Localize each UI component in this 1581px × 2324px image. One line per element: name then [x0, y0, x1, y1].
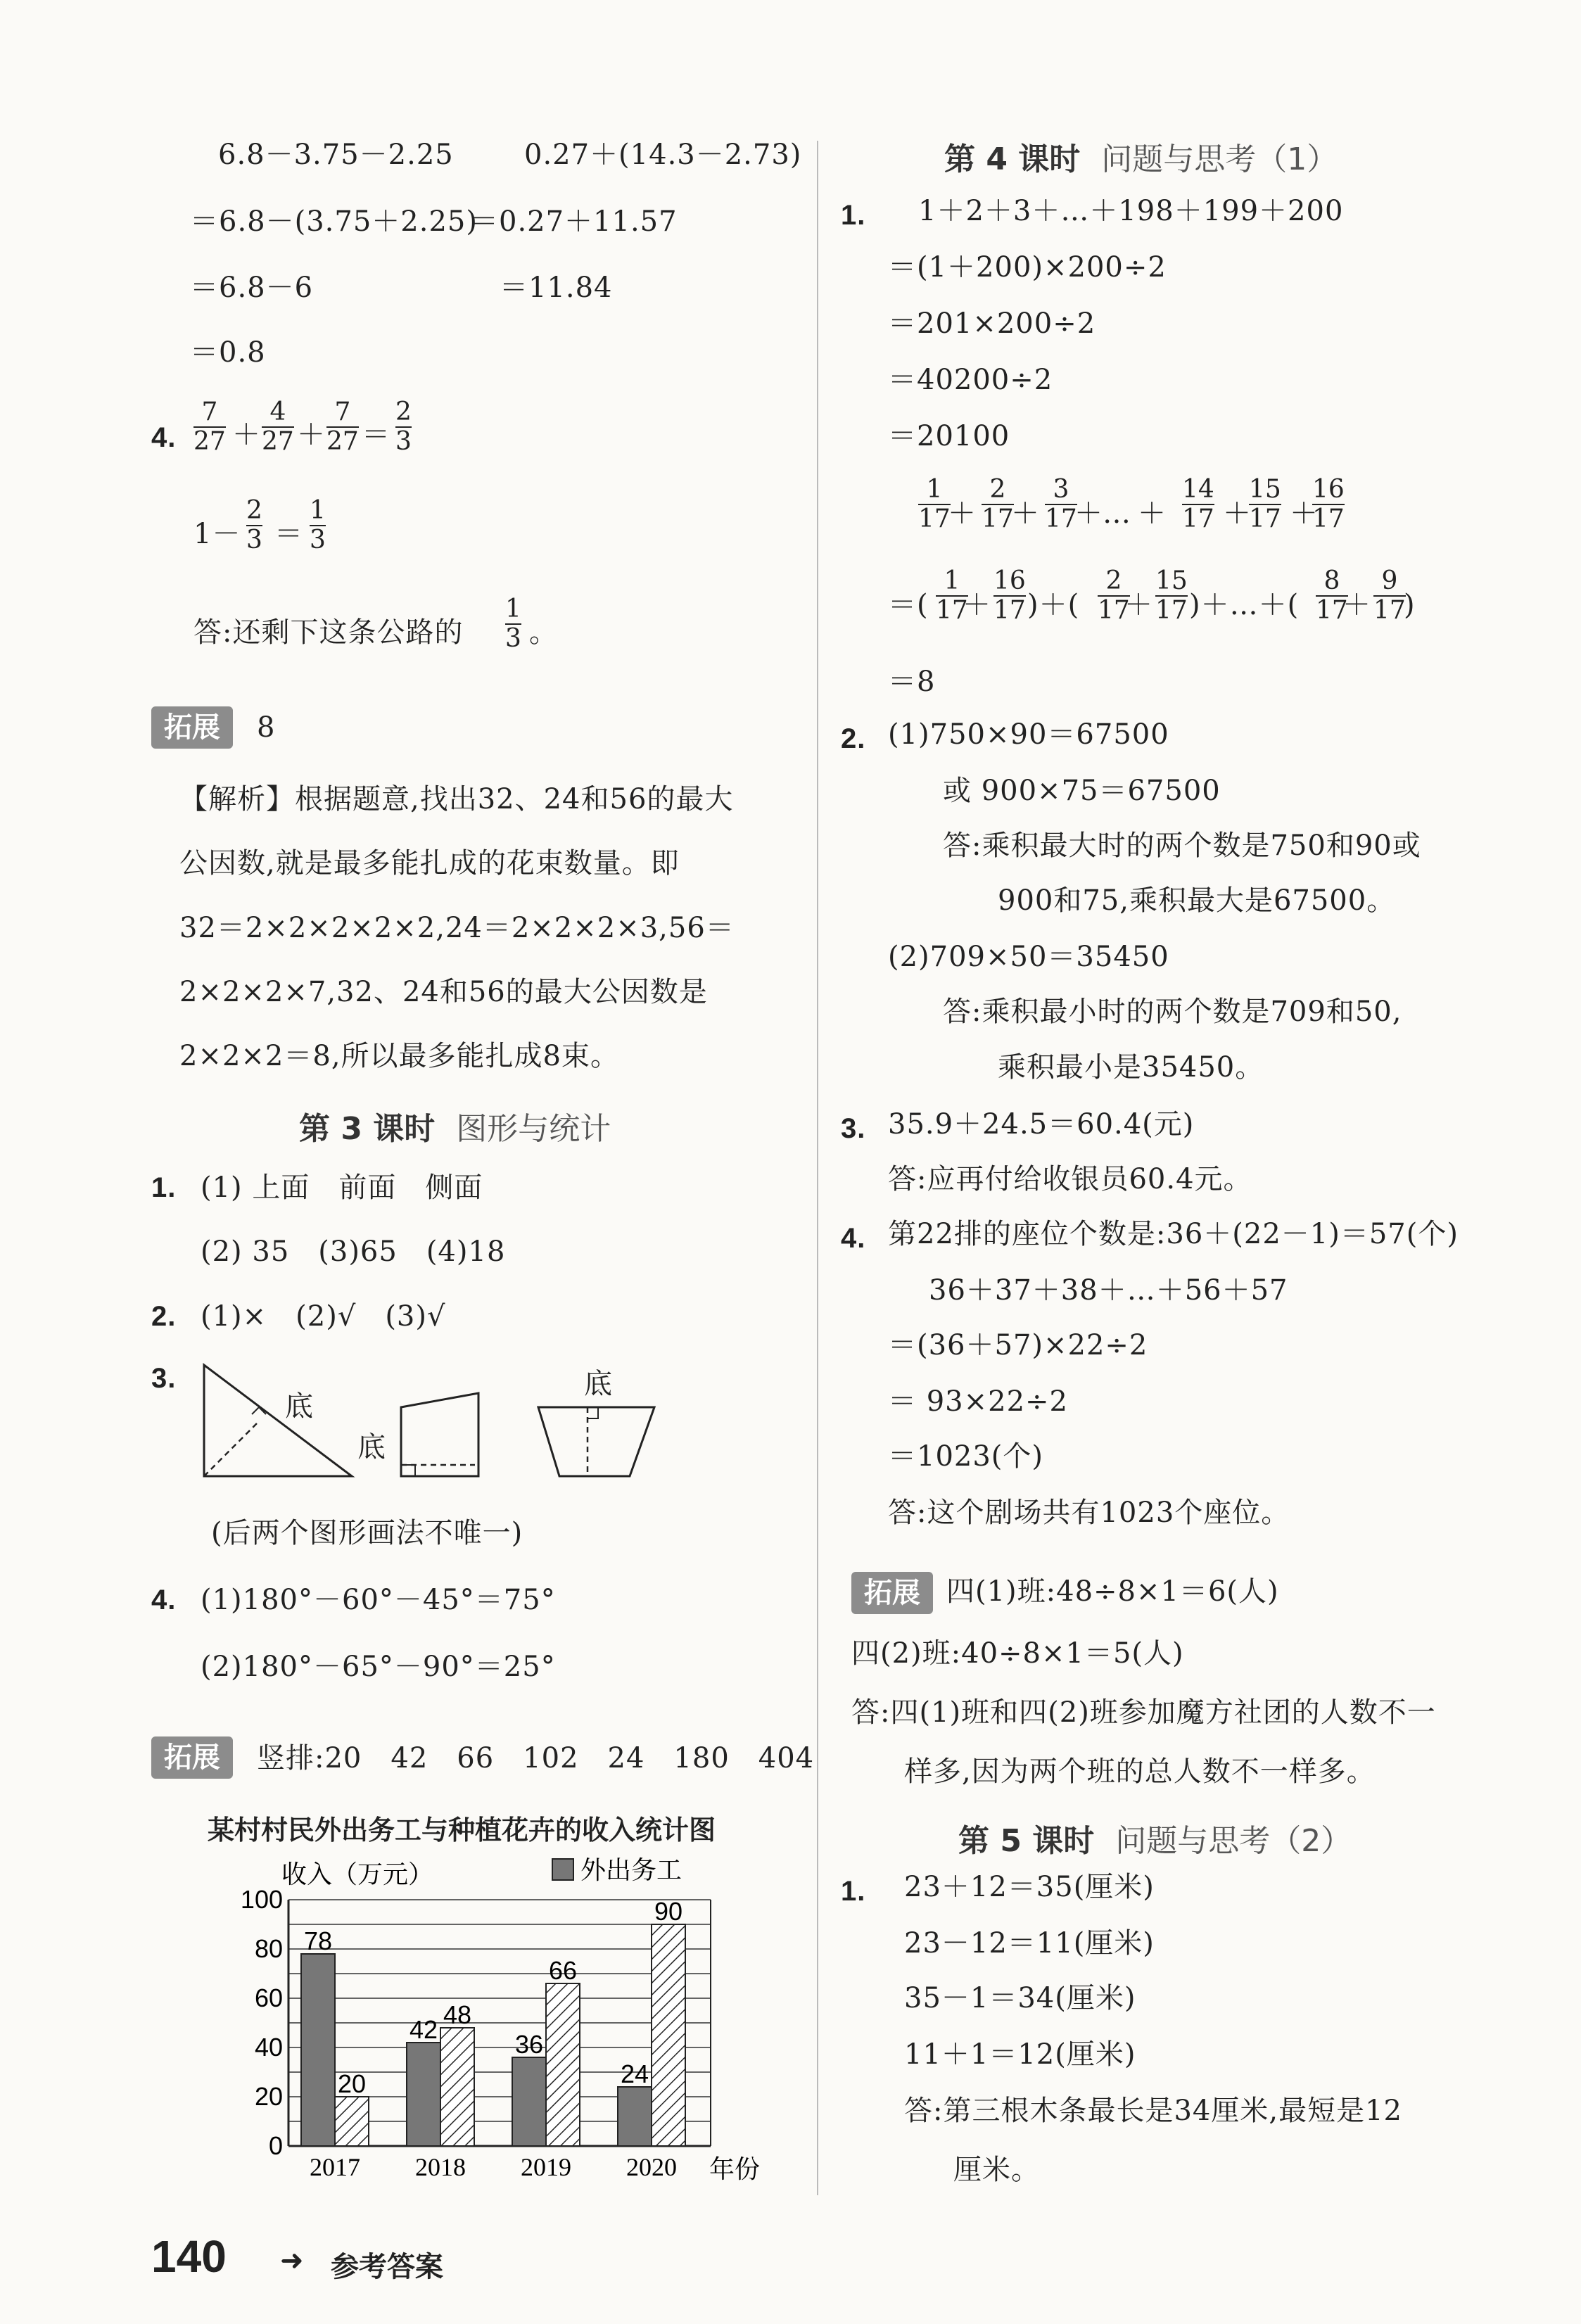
fraction: 2 17 — [982, 475, 1014, 533]
fraction: 7 27 — [326, 398, 359, 456]
r-q5-line3: 35－1＝34(厘米) — [904, 1982, 1136, 2014]
right-triangle — [204, 1365, 352, 1476]
column-divider — [817, 141, 818, 2195]
s3-q3-note: (后两个图形画法不唯一) — [211, 1517, 523, 1549]
r-q1-line2: ＝(1＋200)×200÷2 — [888, 251, 1167, 284]
chart-title: 某村村民外出务工与种植花卉的收入统计图 — [208, 1815, 716, 1846]
data-label: 20 — [337, 2069, 367, 2098]
equals-sign: ＝ — [362, 419, 391, 451]
r-q1-result: ＝8 — [888, 666, 936, 698]
extension-value: 8 — [257, 711, 276, 744]
bracket: )＋( — [1027, 589, 1080, 621]
fraction: 15 17 — [1155, 566, 1188, 625]
r-q2-number: 2. — [841, 723, 866, 754]
y-tick-label: 80 — [254, 1934, 283, 1963]
fraction: 1 17 — [918, 475, 951, 533]
s3-q4-line2: (2)180°－65°－90°＝25° — [201, 1651, 556, 1683]
analysis-line-5: 2×2×2＝8,所以最多能扎成8束。 — [179, 1040, 619, 1072]
base-label-3: 底 — [584, 1368, 613, 1400]
q4-answer-end: 。 — [529, 616, 558, 649]
r-q2-line4: 900和75,乘积最大是67500。 — [998, 884, 1396, 917]
s3-q4-line1: (1)180°－60°－45°＝75° — [201, 1584, 556, 1616]
plus-sign: ＋ — [1138, 497, 1167, 530]
bracket: ＝( — [888, 589, 929, 621]
y-tick-label: 100 — [240, 1885, 283, 1914]
r-q5-line2: 23－12＝11(厘米) — [904, 1927, 1155, 1960]
bar-flower-planting — [440, 2028, 474, 2146]
r-q1-line1: 1＋2＋3＋…＋198＋199＋200 — [918, 195, 1344, 227]
analysis-line-1: 【解析】根据题意,找出32、24和56的最大 — [179, 783, 734, 815]
y-tick-label: 40 — [254, 2033, 283, 2062]
r-q4-line4: ＝ 93×22÷2 — [888, 1385, 1068, 1418]
r-q4-line5: ＝1023(个) — [888, 1440, 1044, 1473]
calc-row1a: 6.8－3.75－2.25 — [218, 139, 454, 171]
r-q4-line2: 36＋37＋38＋…＋56＋57 — [929, 1274, 1288, 1307]
calc-row3b: ＝11.84 — [500, 272, 613, 304]
r-q2-line1: (1)750×90＝67500 — [888, 718, 1169, 751]
y-axis-label: 收入（万元） — [281, 1860, 434, 1889]
fraction: 15 17 — [1249, 475, 1281, 533]
analysis-line-3: 32＝2×2×2×2×2,24＝2×2×2×3,56＝ — [179, 912, 735, 944]
r-ext-line4: 样多,因为两个班的总人数不一样多。 — [904, 1755, 1376, 1788]
r-q2-line2: 或 900×75＝67500 — [943, 775, 1221, 807]
analysis-line-4: 2×2×2×7,32、24和56的最大公因数是 — [179, 976, 708, 1008]
fraction: 4 27 — [262, 398, 294, 456]
plus-sign: ＋ — [1223, 497, 1252, 530]
r-q5-line1: 23＋12＝35(厘米) — [904, 1871, 1155, 1903]
x-tick-label: 2017 — [310, 2153, 360, 2181]
fraction: 16 17 — [993, 566, 1026, 625]
page-number: 140 — [151, 2231, 227, 2282]
bar-chart — [239, 1858, 802, 2188]
data-label: 48 — [443, 2000, 472, 2029]
s3-q4-number: 4. — [151, 1585, 177, 1615]
bar-migrant-work — [407, 2043, 440, 2146]
extension-badge: 拓展 — [151, 706, 233, 749]
r-q4-line3: ＝(36＋57)×22÷2 — [888, 1329, 1148, 1361]
fraction: 3 17 — [1045, 475, 1077, 533]
r-q5-line6: 厘米。 — [953, 2154, 1040, 2186]
r-q5-line5: 答:第三根木条最长是34厘米,最短是12 — [904, 2095, 1402, 2127]
fraction: 1 3 — [310, 496, 326, 554]
footer-label: 参考答案 — [331, 2251, 443, 2283]
r-q2-line7: 乘积最小是35450。 — [998, 1051, 1264, 1084]
x-tick-label: 2020 — [626, 2153, 677, 2181]
extension-badge: 拓展 — [151, 1736, 233, 1779]
plus-sign: ＋ — [297, 419, 326, 451]
base-label-1: 底 — [285, 1390, 314, 1423]
calc-row3a: ＝6.8－6 — [190, 272, 314, 304]
q4-answer: 答:还剩下这条公路的 — [193, 616, 464, 649]
bracket: ) — [1404, 589, 1416, 621]
analysis-line-2: 公因数,就是最多能扎成的花束数量。即 — [179, 847, 680, 880]
trapezoid — [538, 1407, 654, 1476]
fraction: 2 3 — [246, 496, 262, 554]
r-ext-line1: 四(1)班:48÷8×1＝6(人) — [946, 1575, 1279, 1608]
extension-2-text: 竖排:20 42 66 102 24 180 404 — [257, 1742, 815, 1774]
x-tick-label: 2018 — [415, 2153, 466, 2181]
r-q1-line3: ＝201×200÷2 — [888, 307, 1096, 340]
fraction: 9 17 — [1373, 566, 1406, 625]
fraction: 2 3 — [395, 398, 412, 456]
fraction: 8 17 — [1316, 566, 1348, 625]
bar-migrant-work — [618, 2087, 652, 2146]
bar-migrant-work — [301, 1954, 335, 2146]
equals-sign: ＝ — [274, 518, 303, 550]
x-axis-label: 年份 — [709, 2155, 761, 2184]
s3-q3-number: 3. — [151, 1363, 177, 1394]
plus-sign: ＋ — [948, 497, 977, 530]
y-tick-label: 60 — [254, 1983, 283, 2012]
bar-flower-planting — [335, 2097, 369, 2146]
ellipsis: … — [1103, 497, 1131, 530]
plus-sign: ＋ — [1290, 497, 1319, 530]
calc-row2a: ＝6.8－(3.75＋2.25) — [190, 205, 478, 238]
r-ext-line2: 四(2)班:40÷8×1＝5(人) — [851, 1637, 1184, 1670]
data-label: 78 — [303, 1926, 333, 1955]
fraction: 1 3 — [505, 595, 521, 653]
calc-row2b: ＝0.27＋11.57 — [470, 205, 678, 238]
y-tick-label: 20 — [254, 2082, 283, 2111]
legend-label: 外出务工 — [580, 1856, 682, 1885]
section-title-5: 第 5 课时 问题与思考（2） — [958, 1823, 1352, 1859]
r-ext-line3: 答:四(1)班和四(2)班参加魔方社团的人数不一 — [851, 1696, 1436, 1729]
r-q2-line3: 答:乘积最大时的两个数是750和90或 — [943, 830, 1421, 862]
calc-row1b: 0.27＋(14.3－2.73) — [524, 139, 802, 171]
r-q2-line6: 答:乘积最小时的两个数是709和50, — [943, 996, 1402, 1028]
data-label: 42 — [409, 2015, 438, 2044]
r-q3-number: 3. — [841, 1113, 866, 1144]
plus-sign: ＋ — [232, 419, 261, 451]
plus-sign: ＋ — [1342, 589, 1371, 621]
bracket: )＋…＋( — [1189, 589, 1300, 621]
r-q1-number: 1. — [841, 200, 866, 231]
fraction: 2 17 — [1098, 566, 1130, 625]
fraction: 7 27 — [193, 398, 226, 456]
plus-sign: ＋ — [1011, 497, 1040, 530]
bar-flower-planting — [652, 1924, 685, 2146]
section-title-3: 第 3 课时 图形与统计 — [299, 1111, 611, 1147]
plus-sign: ＋ — [1124, 589, 1153, 621]
plus-sign: ＋ — [963, 589, 991, 621]
section-title-4: 第 4 课时 问题与思考（1） — [944, 141, 1338, 177]
r-q4-line6: 答:这个剧场共有1023个座位。 — [888, 1497, 1290, 1529]
data-label: 24 — [620, 2059, 649, 2088]
q4-line2-pre: 1－ — [193, 518, 241, 550]
plus-sign: ＋ — [1074, 497, 1103, 530]
r-q5-line4: 11＋1＝12(厘米) — [904, 2038, 1136, 2071]
footer-arrow-icon: ➜ — [280, 2244, 304, 2277]
s3-q2-text: (1)× (2)√ (3)√ — [201, 1300, 446, 1333]
bar-flower-planting — [546, 1983, 580, 2146]
r-q4-number: 4. — [841, 1223, 866, 1254]
base-label-2: 底 — [357, 1431, 386, 1463]
r-q1-line5: ＝20100 — [888, 420, 1010, 452]
data-label: 90 — [654, 1897, 683, 1926]
r-q4-line1: 第22排的座位个数是:36＋(22－1)＝57(个) — [888, 1218, 1459, 1250]
data-label: 36 — [514, 2030, 544, 2059]
r-q1-line4: ＝40200÷2 — [888, 364, 1053, 396]
parallelogram — [401, 1393, 478, 1476]
geometry-figures — [197, 1351, 690, 1492]
extension-badge: 拓展 — [851, 1572, 933, 1614]
s3-q1-number: 1. — [151, 1172, 177, 1203]
bar-migrant-work — [512, 2057, 546, 2146]
fraction: 1 17 — [936, 566, 968, 625]
q4-number: 4. — [151, 422, 177, 453]
calc-row4a: ＝0.8 — [190, 336, 266, 369]
s3-q1-line2: (2) 35 (3)65 (4)18 — [201, 1236, 506, 1268]
s3-q1-line1: (1) 上面 前面 侧面 — [201, 1171, 483, 1204]
r-q3-line1: 35.9＋24.5＝60.4(元) — [888, 1108, 1195, 1141]
s3-q2-number: 2. — [151, 1301, 177, 1332]
r-q2-line5: (2)709×50＝35450 — [888, 941, 1169, 973]
legend-swatch-migrant — [552, 1859, 573, 1880]
x-tick-label: 2019 — [521, 2153, 571, 2181]
r-q5-number: 1. — [841, 1876, 866, 1907]
data-label: 66 — [548, 1956, 578, 1985]
y-tick-label: 0 — [268, 2131, 283, 2160]
r-q3-line2: 答:应再付给收银员60.4元。 — [888, 1163, 1252, 1195]
fraction: 16 17 — [1312, 475, 1345, 533]
fraction: 14 17 — [1182, 475, 1214, 533]
